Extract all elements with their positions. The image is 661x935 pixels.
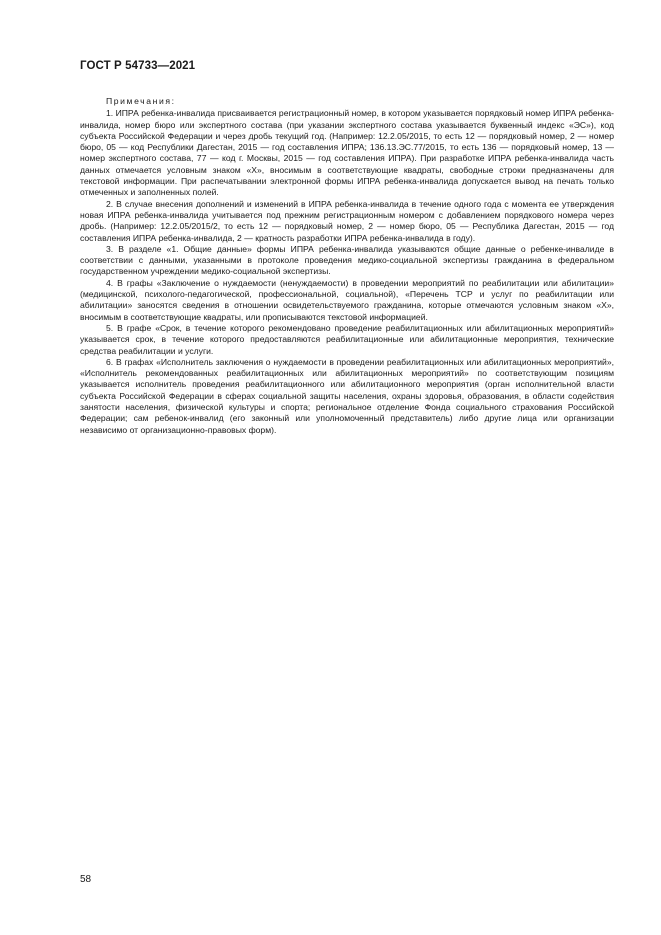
document-standard-code: ГОСТ Р 54733—2021 — [80, 60, 196, 72]
note-item-6: 6. В графах «Исполнитель заключения о нуждаемости в проведении реабилитационных или абилитационных мероприятий», «Исполнитель рекомендованных реабилитационных или абилитационных мероприятий» по соответствующим позициям указывается исполнитель проведения реабилитационного или абилитационного мероприятия (орган исполнительной власти субъекта Российской Федерации в сферах социальной защиты населения, охраны здоровья, образования, в области содействия занятости населения, физической культуры и спорта; региональное отделение Фонда социального страхования Российской Федерации; сам ребенок-инвалид (его законный или уполномоченный представитель) либо другие лица или организации независимо от организационно-правовых форм). — [80, 356, 614, 435]
note-item-2: 2. В случае внесения дополнений и изменений в ИПРА ребенка-инвалида в течение одного года с момента ее утверждения новая ИПРА ребенка-инвалида учитывается под прежним регистрационным номером с добавлением порядкового номера через дробь. (Например: 12.2.05/2015/2, то есть 12 — порядковый номер, 2 — номер бюро, 05 — Республика Дагестан, 2015 — год составления ИПРА ребенка-инвалида, 2 — кратность разработки ИПРА ребенка-инвалида в году). — [80, 198, 614, 243]
note-item-3: 3. В разделе «1. Общие данные» формы ИПРА ребенка-инвалида указываются общие данные о ребенке-инвалиде в соответствии с данными, указанными в протоколе проведения медико-социальной экспертизы гражданина в федеральном государственном учреждении медико-социальной экспертизы. — [80, 243, 614, 277]
note-item-5: 5. В графе «Срок, в течение которого рекомендовано проведение реабилитационных или абилитационных мероприятий» указывается срок, в течение которого предоставляются реабилитационные или абилитационные мероприятия, технические средства реабилитации и услуги. — [80, 322, 614, 356]
notes-section — [80, 96, 614, 436]
note-item-1: 1. ИПРА ребенка-инвалида присваивается регистрационный номер, в котором указывается порядковый номер ИПРА ребенка-инвалида, номер бюро или экспертного состава (при указании экспертного состава указывается буквенный индекс «ЭС»), код субъекта Российской Федерации и через дробь текущий год. (Например: 12.2.05/2015, то есть 12 — порядковый номер, 2 — номер бюро, 05 — код Республики Дагестан, 2015 — год составления ИПРА; 136.13.ЭС.77/2015, то есть 136 — порядковый номер, 13 — номер экспертного состава, 77 — код г. Москвы, 2015 — год составления ИПРА). При разработке ИПРА ребенка-инвалида часть данных отмечается условным знаком «Х», вносимым в соответствующие квадраты, свободные строки предназначены для текстовой информации. При распечатывании электронной формы ИПРА ребенка-инвалида допускается вывод на печать только отмеченных и заполненных полей. — [80, 108, 614, 198]
notes-heading: Примечания: — [106, 96, 176, 106]
note-item-4: 4. В графы «Заключение о нуждаемости (ненуждаемости) в проведении мероприятий по реабилитации или абилитации» (медицинской, психолого-педагогической, профессиональной, социальной), «Перечень ТСР и услуг по реабилитации или абилитации» заносятся сведения в отношении освидетельствуемого гражданина, которые отмечаются условным знаком «Х», вносимым в соответствующие квадраты, или прописываются текстовой информацией. — [80, 277, 614, 322]
page-number: 58 — [80, 874, 92, 885]
